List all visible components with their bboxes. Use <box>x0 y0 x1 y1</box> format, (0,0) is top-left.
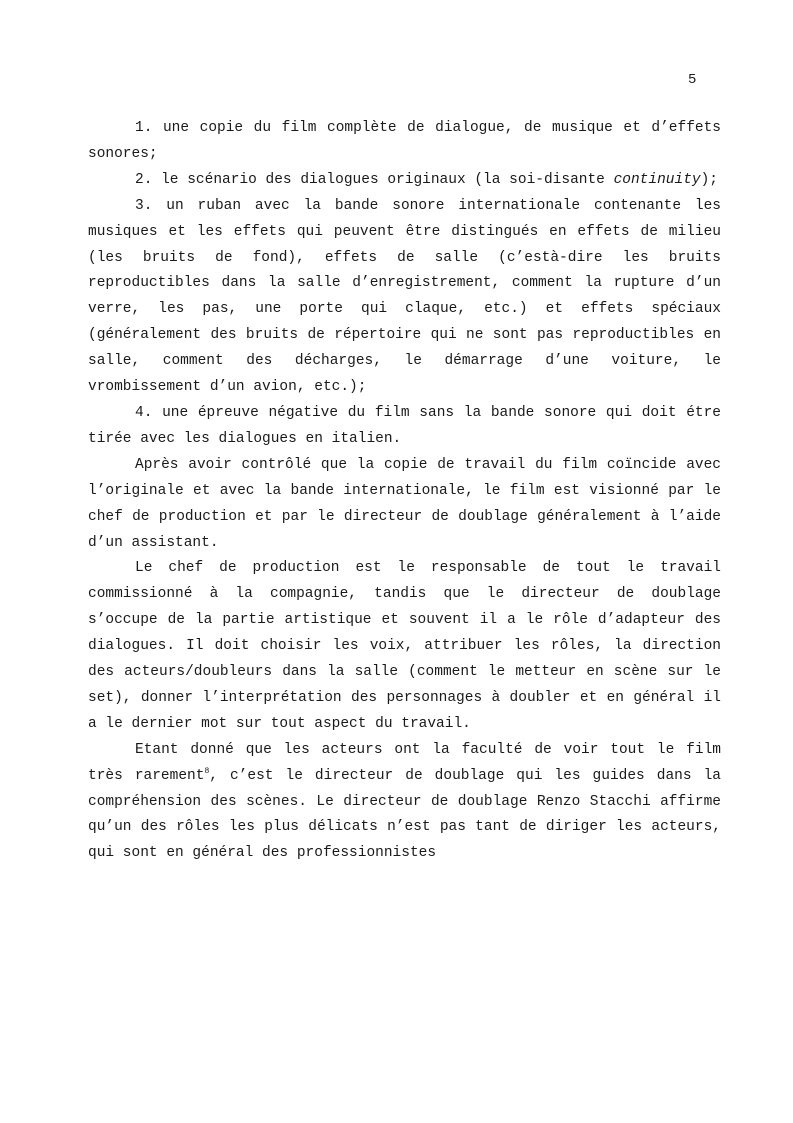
list-item-2-italic: continuity <box>613 171 701 188</box>
footnote-marker: 8 <box>204 766 210 776</box>
paragraph-3-end: , c’est le directeur de doublage qui les guides dans la compréhension des scènes. Le directeur de doublage Renzo Stacchi affirme qu’un des rôles les plus délicats n’est pas tant de diriger les acteurs, qui sont en général des professionnistes <box>88 767 721 862</box>
list-item-2-end: ); <box>700 171 718 188</box>
list-item-2-start: 2. le scénario des dialogues originaux (la soi-disante <box>135 171 614 188</box>
list-item-1: 1. une copie du film complète de dialogue, de musique et d’effets sonores; <box>88 120 721 162</box>
paragraph-3-start: Etant donné que les acteurs ont la faculté de voir tout le film très rarement <box>88 741 721 784</box>
list-item-4: 4. une épreuve négative du film sans la bande sonore qui doit étre tirée avec les dialogues en italien. <box>88 404 721 447</box>
list-item-3: 3. un ruban avec la bande sonore internationale contenante les musiques et les effets qui peuvent être distingués en effets de milieu (les bruits de fond), effets de salle (c’està-dire les bruits reproductibles dans la salle d’enregistrement, comment la rupture d’un verre, les pas, une porte qui claque, etc.) et effets spéciaux (généralement des bruits de répertoire qui ne sont pas reproductibles en salle, comment des décharges, le démarrage d’une voiture, le vrombissement d’un avion, etc.); <box>88 197 721 396</box>
list-item-2 <box>88 168 721 194</box>
paragraph-2: Le chef de production est le responsable de tout le travail commissionné à la compagnie, tandis que le directeur de doublage s’occupe de la partie artistique et souvent il a le rôle d’adapteur des dialogues. Il doit choisir les voix, attribuer les rôles, la direction des acteurs/doubleurs dans la salle (comment le metteur en scène sur le set), donner l’interprétation des personnages à doubler et en général il a le dernier mot sur tout aspect du travail. <box>88 560 721 732</box>
page-number: 5 <box>688 72 697 88</box>
paragraph-3 <box>88 738 721 868</box>
body-text <box>88 116 721 867</box>
paragraph-1: Après avoir contrôlé que la copie de travail du film coïncide avec l’originale et avec la bande internationale, le film est visionné par le chef de production et par le directeur de doublage généralement à l’aide d’un assistant. <box>88 456 721 551</box>
